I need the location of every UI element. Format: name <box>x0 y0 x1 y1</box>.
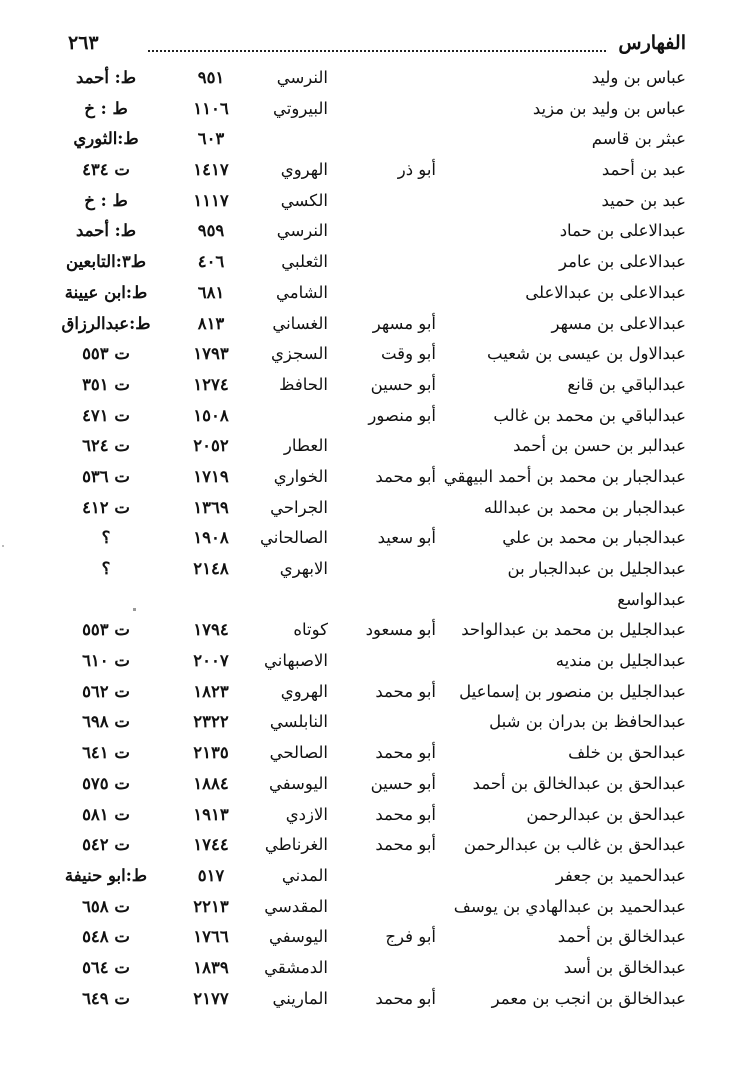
reference: ط٣:التابعين <box>66 252 146 272</box>
person-name: عبدالاعلى بن عامر <box>559 252 686 272</box>
reference: ت ٦٥٨ <box>82 896 130 916</box>
person-name: عبدالجبار بن محمد بن أحمد البيهقي <box>443 466 686 486</box>
entry-number: ٢٠٥٢ <box>193 436 229 456</box>
entry-number: ٤٠٦ <box>197 252 225 272</box>
nisba: السجزي <box>270 344 328 364</box>
index-row <box>60 983 686 1014</box>
index-row <box>60 246 686 277</box>
entry-number: ٨١٣ <box>197 313 225 333</box>
page-number: ٢٦٣ <box>68 32 99 54</box>
reference: ط:ابو حنيفة <box>64 865 148 885</box>
person-name: عبد بن حميد <box>601 190 686 210</box>
kunya: أبو محمد <box>375 681 436 701</box>
nisba: الماريني <box>272 988 328 1008</box>
nisba: الهروي <box>280 160 328 180</box>
kunya: أبو محمد <box>375 804 436 824</box>
nisba: الدمشقي <box>264 957 328 977</box>
nisba: النرسي <box>276 68 328 87</box>
person-name: عبدالجليل بن منصور بن إسماعيل <box>459 681 686 701</box>
entry-number: ١٣٦٩ <box>193 497 229 517</box>
person-name: عبدالواسع <box>617 589 686 609</box>
person-name: عبثر بن قاسم <box>591 129 686 149</box>
index-row <box>60 952 686 983</box>
kunya: أبو وقت <box>380 344 436 364</box>
nisba: الصالحي <box>269 743 328 763</box>
nisba: الخواري <box>273 466 328 486</box>
index-row <box>60 676 686 707</box>
page-title: الفهارس <box>618 32 686 54</box>
nisba: الحافظ <box>279 374 328 394</box>
reference: ت ٦٩٨ <box>82 712 130 732</box>
entry-number: ٩٥٩ <box>197 221 225 241</box>
reference: ت ٥٨١ <box>82 804 130 824</box>
kunya: أبو محمد <box>375 835 436 855</box>
person-name: عبدالحميد بن عبدالهادي بن يوسف <box>453 896 686 916</box>
nisba: النابلسي <box>269 712 328 732</box>
person-name: عبدالجليل بن محمد بن عبدالواحد <box>461 620 686 640</box>
reference: ط:الثوري <box>73 129 139 149</box>
person-name: عبدالحق بن عبدالرحمن <box>526 804 686 824</box>
reference: ت ٥٤٢ <box>82 835 130 855</box>
nisba: المقدسي <box>264 896 328 916</box>
reference: ت ٤٧١ <box>82 405 130 425</box>
index-row <box>60 737 686 768</box>
index-row <box>60 522 686 553</box>
nisba: الصالحاني <box>260 528 328 548</box>
reference: ت ٥٥٣ <box>82 344 130 364</box>
nisba: الابهري <box>279 559 328 578</box>
entry-number: ١٨٣٩ <box>193 957 229 977</box>
person-name: عبدالخالق بن أحمد <box>557 927 686 947</box>
kunya: أبو مسعود <box>365 620 436 640</box>
entry-number: ٦٠٣ <box>197 129 225 149</box>
person-name: عبدالحق بن خلف <box>568 743 686 763</box>
person-name: عبدالجبار بن محمد بن علي <box>502 528 686 548</box>
reference: ط:ابن عيينة <box>64 282 148 302</box>
nisba: الغساني <box>272 313 328 333</box>
entry-number: ١١٠٦ <box>193 98 229 118</box>
nisba: البيروتي <box>273 98 328 118</box>
entry-number: ٢٠٠٧ <box>193 651 229 671</box>
nisba: كوتاه <box>293 620 328 640</box>
index-row <box>60 430 686 461</box>
index-row <box>60 921 686 952</box>
nisba: الثعلبي <box>281 252 328 272</box>
reference: ؟ <box>101 559 111 578</box>
person-name: عبدالحميد بن جعفر <box>555 865 686 885</box>
entry-number: ١٧٩٣ <box>193 344 229 364</box>
person-name: عبدالاول بن عيسى بن شعيب <box>487 344 686 364</box>
reference: ت ٣٥١ <box>82 374 130 394</box>
header-dotted-leader <box>148 50 606 52</box>
person-name: عبدالاعلى بن حماد <box>559 221 686 241</box>
entry-number: ٦٨١ <box>197 282 225 302</box>
entry-number: ١١١٧ <box>193 190 229 210</box>
reference: ت ٤٣٤ <box>82 160 130 180</box>
index-row <box>60 369 686 400</box>
nisba: الجراحي <box>270 497 328 517</box>
person-name: عبد بن أحمد <box>601 160 686 180</box>
entry-number: ٢١٧٧ <box>193 988 229 1008</box>
nisba: الغرناطي <box>264 835 328 855</box>
entry-number: ١٩٠٨ <box>193 528 229 548</box>
nisba: المدني <box>281 865 328 885</box>
margin-mark <box>2 545 4 547</box>
kunya: أبو محمد <box>375 743 436 763</box>
person-name: عبدالجبار بن محمد بن عبدالله <box>483 497 686 517</box>
index-row <box>60 584 686 615</box>
index-row <box>60 123 686 154</box>
index-row <box>60 706 686 737</box>
reference: ؟ <box>101 528 111 548</box>
entry-number: ١٨٢٣ <box>193 681 229 701</box>
kunya: أبو حسين <box>370 374 436 394</box>
reference: ت ٥٦٤ <box>82 957 130 977</box>
reference: ت ٤١٢ <box>82 497 130 517</box>
index-row <box>60 461 686 492</box>
reference: ت ٥٦٢ <box>82 681 130 701</box>
kunya: أبو حسين <box>370 773 436 793</box>
entry-number: ١٩١٣ <box>193 804 229 824</box>
nisba: النرسي <box>276 221 328 241</box>
reference: ت ٦٤١ <box>82 743 130 763</box>
person-name: عبدالحق بن غالب بن عبدالرحمن <box>463 835 686 855</box>
reference: ط : خ <box>84 98 128 118</box>
person-name: عبدالجليل بن عبدالجبار بن <box>507 559 686 578</box>
nisba: العطار <box>283 436 328 456</box>
reference: ت ٦٤٩ <box>82 988 130 1008</box>
index-row <box>60 768 686 799</box>
person-name: عباس بن وليد بن مزيد <box>532 98 686 118</box>
nisba: الكسي <box>280 190 328 210</box>
index-row <box>60 93 686 124</box>
kunya: أبو مسهر <box>372 313 436 333</box>
page-header <box>68 30 686 60</box>
index-table <box>60 62 686 1013</box>
reference: ت ٥٤٨ <box>82 927 130 947</box>
kunya: أبو محمد <box>375 988 436 1008</box>
entry-number: ٥١٧ <box>197 865 225 885</box>
index-row <box>60 645 686 676</box>
person-name: عبدالخالق بن انجب بن معمر <box>491 988 686 1008</box>
person-name: عبدالحق بن عبدالخالق بن أحمد <box>472 773 686 793</box>
index-row <box>60 614 686 645</box>
index-row <box>60 308 686 339</box>
nisba: الاصبهاني <box>264 651 328 671</box>
entry-number: ٢١٣٥ <box>193 743 229 763</box>
nisba: اليوسفي <box>268 773 328 793</box>
index-row <box>60 829 686 860</box>
person-name: عبدالاعلى بن مسهر <box>551 313 686 333</box>
reference: ت ٦١٠ <box>82 651 130 671</box>
reference: ت ٦٢٤ <box>82 436 130 456</box>
reference: ط:عبدالرزاق <box>61 313 151 333</box>
entry-number: ١٢٧٤ <box>193 374 229 394</box>
speck <box>133 608 136 611</box>
entry-number: ١٨٨٤ <box>193 773 229 793</box>
entry-number: ٩٥١ <box>197 68 225 87</box>
entry-number: ١٧١٩ <box>193 466 229 486</box>
kunya: أبو ذر <box>397 160 436 180</box>
index-row <box>60 860 686 891</box>
index-row <box>60 277 686 308</box>
index-row <box>60 62 686 93</box>
index-row <box>60 400 686 431</box>
person-name: عبدالباقي بن محمد بن غالب <box>493 405 686 425</box>
reference: ط: أحمد <box>75 221 137 241</box>
nisba: اليوسفي <box>268 927 328 947</box>
index-row <box>60 338 686 369</box>
entry-number: ٢١٤٨ <box>193 559 229 578</box>
entry-number: ١٧٦٦ <box>193 927 229 947</box>
entry-number: ٢٣٢٢ <box>193 712 229 732</box>
entry-number: ١٧٩٤ <box>193 620 229 640</box>
index-row <box>60 185 686 216</box>
reference: ط : خ <box>84 190 128 210</box>
person-name: عبدالخالق بن أسد <box>563 957 686 977</box>
nisba: الهروي <box>280 681 328 701</box>
kunya: أبو فرج <box>385 927 436 947</box>
entry-number: ١٤١٧ <box>193 160 229 180</box>
person-name: عبدالحافظ بن بدران بن شبل <box>489 712 686 732</box>
index-row <box>60 553 686 584</box>
reference: ت ٥٥٣ <box>82 620 130 640</box>
person-name: عبدالجليل بن منديه <box>555 651 686 671</box>
person-name: عبدالبر بن حسن بن أحمد <box>513 436 686 456</box>
entry-number: ٢٢١٣ <box>193 896 229 916</box>
index-row <box>60 215 686 246</box>
reference: ت ٥٧٥ <box>82 773 130 793</box>
index-row <box>60 492 686 523</box>
kunya: أبو منصور <box>368 405 436 425</box>
person-name: عبدالاعلى بن عبدالاعلى <box>525 282 686 302</box>
person-name: عباس بن وليد <box>591 68 686 87</box>
reference: ت ٥٣٦ <box>82 466 130 486</box>
nisba: الشامي <box>276 282 328 302</box>
kunya: أبو سعيد <box>377 528 436 548</box>
index-row <box>60 891 686 922</box>
index-row <box>60 799 686 830</box>
nisba: الازدي <box>285 804 328 824</box>
person-name: عبدالباقي بن قانع <box>567 374 686 394</box>
entry-number: ١٧٤٤ <box>193 835 229 855</box>
entry-number: ١٥٠٨ <box>193 405 229 425</box>
reference: ط: أحمد <box>75 68 137 87</box>
kunya: أبو محمد <box>375 466 436 486</box>
index-row <box>60 154 686 185</box>
